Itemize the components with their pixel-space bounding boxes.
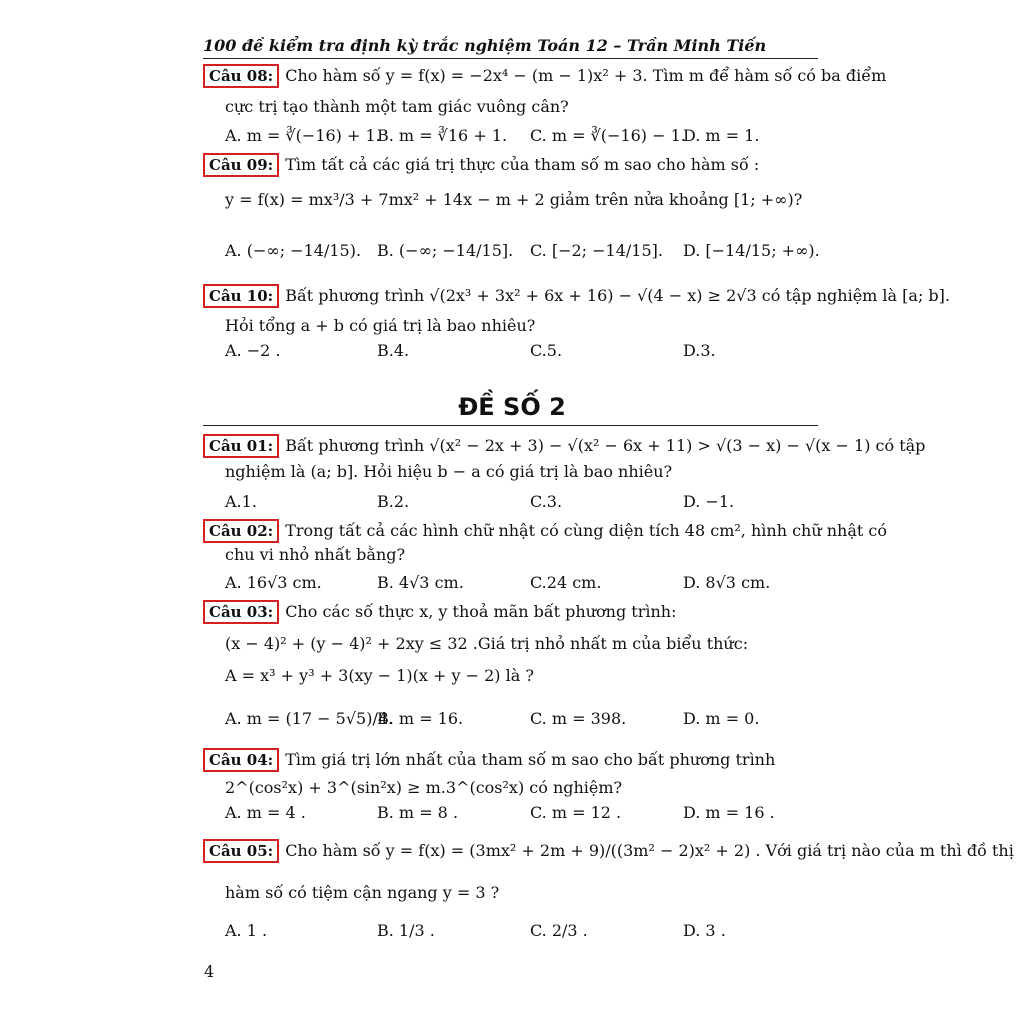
option-a: A. −2 . — [225, 341, 281, 360]
question-label: Câu 02: — [203, 519, 279, 543]
option-b: B. 1/3 . — [377, 921, 435, 940]
question-01 — [203, 434, 925, 458]
option-b: B.2. — [377, 492, 410, 511]
question-text: Cho các số thực x, y thoả mãn bất phương trình: — [285, 602, 677, 621]
question-text: Bất phương trình √(x² − 2x + 3) − √(x² − 6x + 11) > √(3 − x) − √(x − 1) có tập — [285, 436, 926, 455]
question-text: chu vi nhỏ nhất bằng? — [225, 545, 406, 564]
question-label: Câu 09: — [203, 153, 279, 177]
option-d: D. m = 1. — [683, 126, 760, 145]
question-text: Cho hàm số y = f(x) = −2x⁴ − (m − 1)x² + 3. Tìm m để hàm số có ba điểm — [285, 66, 887, 85]
option-d: D. 8√3 cm. — [683, 573, 771, 592]
option-b: B.4. — [377, 341, 410, 360]
question-text: Trong tất cả các hình chữ nhật có cùng diện tích 48 cm², hình chữ nhật có — [285, 521, 887, 540]
question-text: Tìm tất cả các giá trị thực của tham số m sao cho hàm số : — [285, 155, 760, 174]
question-label: Câu 01: — [203, 434, 279, 458]
option-c: C. m = 12 . — [530, 803, 622, 822]
question-09 — [203, 153, 759, 177]
question-label: Câu 03: — [203, 600, 279, 624]
question-text: hàm số có tiệm cận ngang y = 3 ? — [225, 883, 500, 902]
question-label: Câu 08: — [203, 64, 279, 88]
option-a: A. m = (17 − 5√5)/4. — [225, 709, 394, 728]
option-c: C.3. — [530, 492, 563, 511]
question-04 — [203, 748, 775, 772]
option-a: A. m = ∛(−16) + 1. — [225, 126, 381, 145]
option-d: D. m = 16 . — [683, 803, 775, 822]
option-a: A. 16√3 cm. — [225, 573, 322, 592]
option-d: D. −1. — [683, 492, 735, 511]
question-label: Câu 10: — [203, 284, 279, 308]
question-text: A = x³ + y³ + 3(xy − 1)(x + y − 2) là ? — [225, 666, 534, 685]
question-03 — [203, 600, 676, 624]
option-c: C. m = ∛(−16) − 1. — [530, 126, 686, 145]
option-a: A. m = 4 . — [225, 803, 306, 822]
option-a: A.1. — [225, 492, 257, 511]
question-text: cực trị tạo thành một tam giác vuông cân? — [225, 97, 569, 116]
option-b: B. (−∞; −14/15]. — [377, 241, 514, 260]
question-text: 2^(cos²x) + 3^(sin²x) ≥ m.3^(cos²x) có nghiệm? — [225, 778, 623, 797]
option-c: C. 2/3 . — [530, 921, 588, 940]
question-08 — [203, 64, 886, 88]
question-label: Câu 04: — [203, 748, 279, 772]
option-d: D. [−14/15; +∞). — [683, 241, 820, 260]
question-text: (x − 4)² + (y − 4)² + 2xy ≤ 32 .Giá trị nhỏ nhất m của biểu thức: — [225, 634, 749, 653]
question-02 — [203, 519, 887, 543]
question-05 — [203, 839, 1014, 863]
option-b: B. m = ∛16 + 1. — [377, 126, 508, 145]
page-number: 4 — [204, 962, 215, 981]
question-text: Tìm giá trị lớn nhất của tham số m sao cho bất phương trình — [285, 750, 776, 769]
question-text: nghiệm là (a; b]. Hỏi hiệu b − a có giá trị là bao nhiêu? — [225, 462, 673, 481]
option-d: D. m = 0. — [683, 709, 760, 728]
question-text: Cho hàm số y = f(x) = (3mx² + 2m + 9)/((3m² − 2)x² + 2) . Với giá trị nào của m thì đồ thị — [285, 841, 1014, 860]
option-c: C.5. — [530, 341, 563, 360]
section-divider — [203, 425, 818, 426]
option-a: A. 1 . — [225, 921, 268, 940]
option-c: C.24 cm. — [530, 573, 602, 592]
option-d: D. 3 . — [683, 921, 726, 940]
option-a: A. (−∞; −14/15). — [225, 241, 362, 260]
option-b: B. m = 8 . — [377, 803, 459, 822]
question-text: Bất phương trình √(2x³ + 3x² + 6x + 16) − √(4 − x) ≥ 2√3 có tập nghiệm là [a; b]. — [285, 286, 950, 305]
option-c: C. m = 398. — [530, 709, 627, 728]
section-title: ĐỀ SỐ 2 — [458, 393, 566, 421]
question-text: Hỏi tổng a + b có giá trị là bao nhiêu? — [225, 316, 536, 335]
page-header: 100 đề kiểm tra định kỳ trắc nghiệm Toán 12 – Trần Minh Tiến — [203, 36, 818, 59]
question-10 — [203, 284, 950, 308]
option-d: D.3. — [683, 341, 716, 360]
option-c: C. [−2; −14/15]. — [530, 241, 663, 260]
question-label: Câu 05: — [203, 839, 279, 863]
option-b: B. 4√3 cm. — [377, 573, 464, 592]
question-text: y = f(x) = mx³/3 + 7mx² + 14x − m + 2 giảm trên nửa khoảng [1; +∞)? — [225, 190, 803, 209]
option-b: B. m = 16. — [377, 709, 464, 728]
